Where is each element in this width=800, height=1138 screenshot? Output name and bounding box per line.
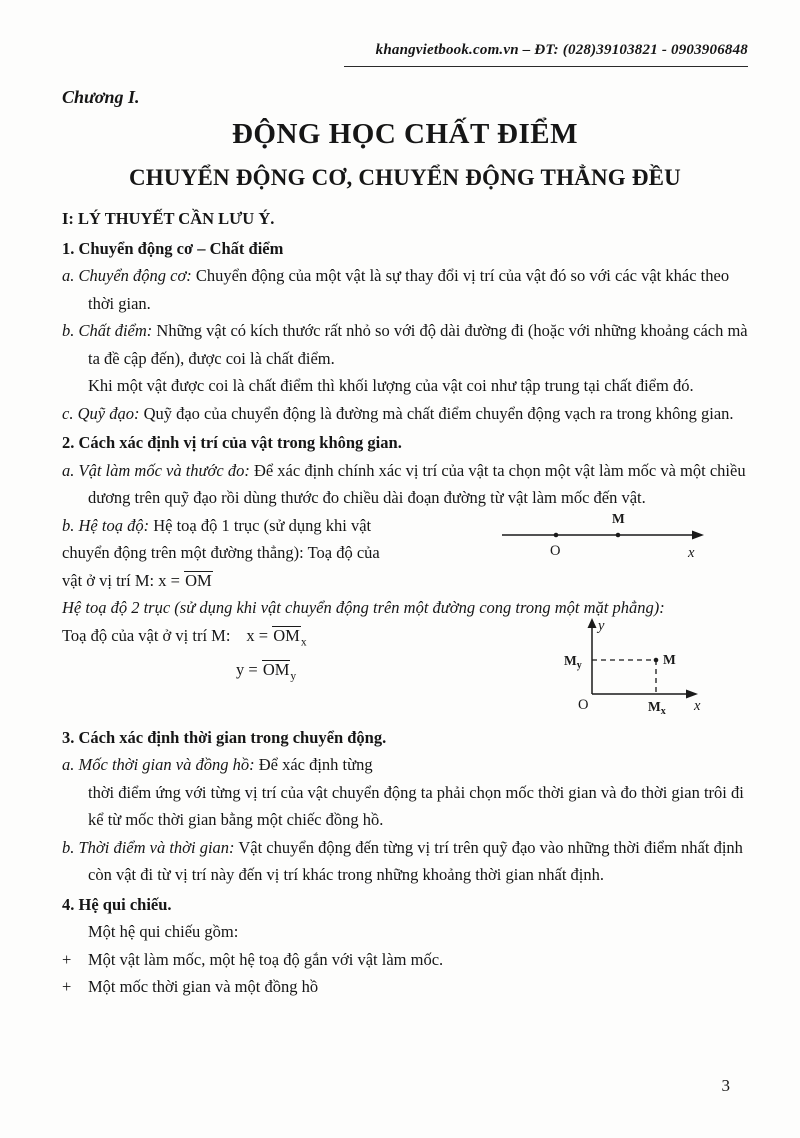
chapter-label: Chương I. (62, 87, 140, 107)
header-contact: khangvietbook.com.vn – ĐT: (028)39103821 - 0903906848 (375, 42, 748, 58)
para-1b-lead: b. Chất điểm: (62, 321, 153, 340)
list-item-1-text: Một vật làm mốc, một hệ toạ độ gắn với vật làm mốc. (88, 949, 444, 969)
fig1-label-x: x (688, 544, 695, 561)
fig2-label-y-axis: y (598, 617, 605, 634)
para-1c-text: Quỹ đạo của chuyển động là đường mà chất điểm chuyển động vạch ra trong không gian. (143, 403, 734, 423)
page-body (62, 205, 748, 1001)
list-item-2-text: Một mốc thời gian và một đồng hồ (88, 977, 319, 996)
para-3a-lead: a. Mốc thời gian và đồng hồ: (62, 755, 255, 774)
para-1a (62, 262, 748, 317)
para-3a-rest: thời điểm ứng với từng vị trí của vật chuyển động ta phải chọn mốc thời gian và đo thời gian trôi đi kể từ mốc thời gian bằng một chiếc đồng hồ. (88, 782, 744, 829)
fig2-label-my: $M_y$ (564, 652, 582, 671)
para-2b-lead: b. Hệ toạ độ: (62, 515, 150, 535)
section-3-heading: 3. Cách xác định thời gian trong chuyển động. (62, 727, 387, 747)
fig2-label-x-axis: x (694, 697, 701, 714)
para-4-intro: Một hệ qui chiếu gồm: (88, 922, 239, 941)
para-2b-line2: chuyển động trên một đường thẳng): Toạ độ của (62, 543, 380, 562)
para-2b2-intro: Hệ toạ độ 2 trục (sử dụng khi vật chuyển động trên một đường cong trong một mặt phẳng): (62, 598, 665, 617)
section-2-heading: 2. Cách xác định vị trí của vật trong không gian. (62, 433, 402, 452)
coords-eq-label: Toạ độ của vật ở vị trí M: (62, 625, 231, 645)
para-2b-block (62, 512, 748, 595)
fig1-label-m: M (612, 510, 625, 526)
omx-overline: OM (273, 625, 300, 645)
para-2a (62, 457, 748, 512)
list-item-2 (62, 973, 748, 1001)
equation-x: $x = OM_x$ (246, 625, 307, 648)
fig2-label-o: O (578, 696, 589, 713)
para-1b-text: Những vật có kích thước rất nhỏ so với độ dài đường đi (hoặc với những khoảng cách mà ta đề cập đến), được coi là chất điểm. (88, 321, 748, 368)
para-1a-text: Chuyển động của một vật là sự thay đổi vị trí của vật đó so với các vật khác theo thời gian. (88, 266, 730, 313)
page-header (344, 42, 748, 67)
plus-marker-2: + (62, 977, 72, 996)
para-2a-lead: a. Vật làm mốc và thước đo: (62, 460, 250, 480)
plus-marker-1: + (62, 949, 72, 969)
coords-equations-block (62, 617, 748, 722)
para-2b-line3 (62, 567, 748, 595)
section-4-heading: 4. Hệ qui chiếu. (62, 894, 172, 914)
one-axis-figure (498, 508, 710, 564)
para-3a-line1: Để xác định từng (258, 755, 373, 774)
page-number: 3 (721, 1076, 730, 1095)
theory-heading: I: LÝ THUYẾT CẦN LƯU Ý. (62, 209, 275, 228)
para-2b-line3-text: vật ở vị trí M: x = (62, 570, 180, 590)
para-3b (62, 834, 748, 889)
para-3a (62, 751, 748, 834)
para-2a-text: Để xác định chính xác vị trí của vật ta chọn một vật làm mốc và một chiều dương trên quỹ đạo rồi dùng thước đo chiều dài đoạn đường từ vật làm mốc đến vật. (88, 460, 746, 507)
om-overline: OM (185, 570, 212, 590)
two-axis-figure (556, 616, 708, 716)
para-1b-note: Khi một vật được coi là chất điểm thì khối lượng của vật coi như tập trung tại chất điểm đó. (88, 376, 694, 395)
fig2-label-mx: $M_x$ (648, 698, 666, 716)
fig1-label-o: O (550, 542, 561, 559)
para-1c-lead: c. Quỹ đạo: (62, 403, 140, 423)
omy-overline: OM (262, 660, 290, 680)
para-3b-lead: b. Thời điểm và thời gian: (62, 837, 235, 857)
para-1b (62, 317, 748, 372)
page-title: ĐỘNG HỌC CHẤT ĐIỂM (231, 118, 578, 150)
page-subtitle: CHUYỂN ĐỘNG CƠ, CHUYỂN ĐỘNG THẲNG ĐỀU (129, 165, 681, 190)
list-item-1 (62, 946, 748, 974)
para-3b-text: Vật chuyển động đến từng vị trí trên quỹ đạo vào những thời điểm nhất định còn vật đi từ vị trí này đến vị trí khác trong những khoảng thời gian nhất định. (88, 837, 743, 884)
para-2b-line1-text: Hệ toạ độ 1 trục (sử dụng khi vật (153, 515, 372, 535)
section-1-heading: 1. Chuyển động cơ – Chất điểm (62, 238, 284, 258)
equation-y: $y = OM_y$ (236, 660, 297, 683)
fig2-label-m: M (663, 651, 676, 667)
para-1a-lead: a. Chuyển động cơ: (62, 266, 192, 285)
para-1c (62, 400, 748, 428)
